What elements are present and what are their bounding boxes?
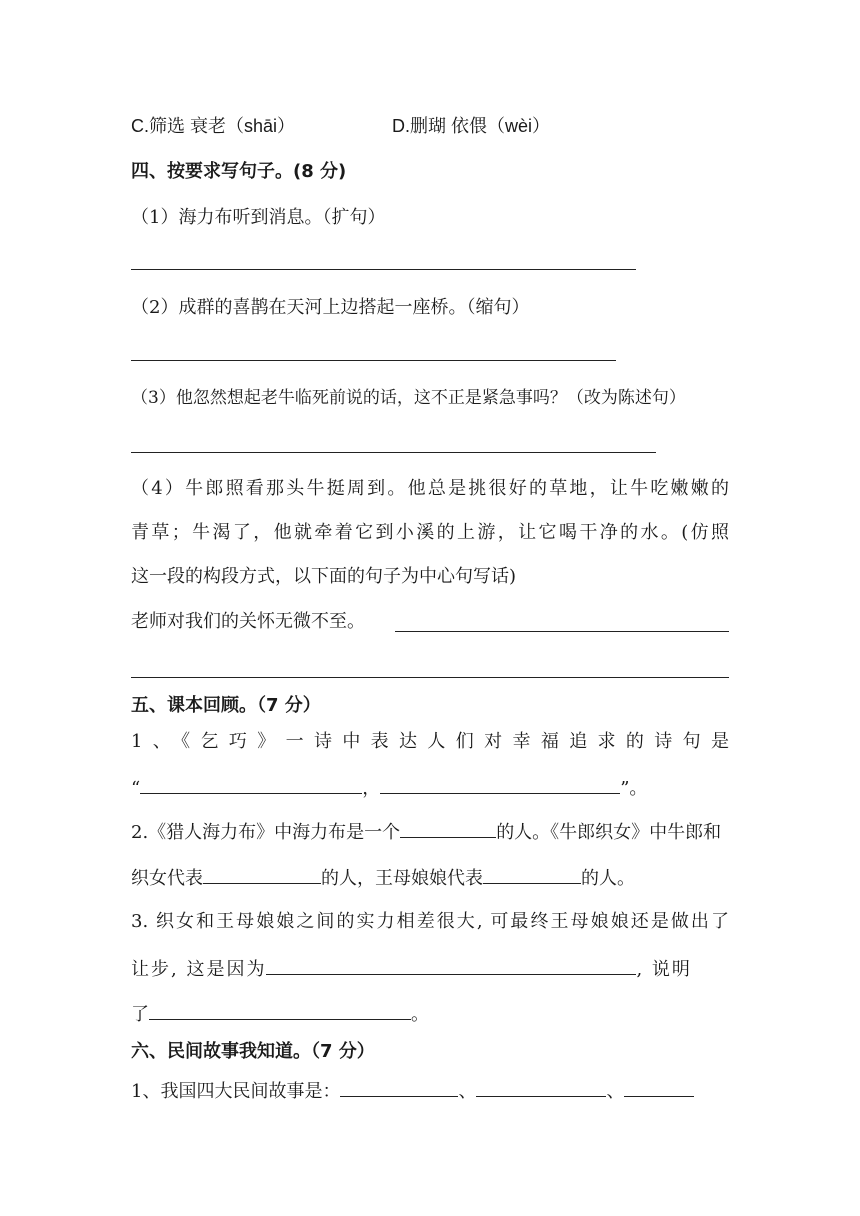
s5-question-3-line-2 [131, 956, 692, 982]
s5-q3-text-c: 了 [131, 1004, 149, 1025]
s6-q1-sep-2: 、 [606, 1081, 625, 1102]
s5-question-2-line-2 [131, 865, 635, 891]
s4-question-4-line-1: （4）牛郎照看那头牛挺周到。他总是挑很好的草地，让牛吃嫩嫩的 [131, 478, 729, 499]
s5-question-3-line-3 [131, 1001, 429, 1027]
s6-q1-blank-3[interactable] [624, 1078, 694, 1097]
option-d: D.删瑚 依偎（wèi） [392, 116, 551, 136]
s4-q1-answer-line[interactable] [131, 269, 636, 270]
s6-q1-blank-2[interactable] [476, 1078, 606, 1097]
option-c: C.筛选 衰老（shāi） [131, 116, 296, 136]
s5-q1-blank-2[interactable] [380, 775, 620, 794]
s5-q3-text-a: 让步, 这是因为 [131, 959, 267, 980]
s4-question-4-prompt: 老师对我们的关怀无微不至。 [131, 611, 365, 632]
s5-q2-text-e: 的人。 [581, 868, 635, 889]
s4-q4-answer-line-2[interactable] [131, 677, 729, 678]
s5-q2-text-a: 2.《猎人海力布》中海力布是一个 [131, 822, 401, 843]
s4-question-2: （2）成群的喜鹊在天河上边搭起一座桥。（缩句） [131, 297, 530, 318]
s4-question-4-line-2: 青草；牛渴了，他就牵着它到小溪的上游，让它喝干净的水。(仿照 [131, 522, 729, 543]
section-5-heading: 五、课本回顾。（7 分） [131, 695, 321, 716]
s5-q2-text-b: 的人。《牛郎织女》中牛郎和 [496, 822, 722, 843]
s4-question-4-line-3: 这一段的构段方式，以下面的句子为中心句写话) [131, 566, 517, 587]
open-quote: “ [131, 778, 141, 799]
s5-q2-text-d: 的人，王母娘娘代表 [321, 868, 483, 889]
s5-q3-blank-1[interactable] [266, 956, 636, 975]
close-quote: ”。 [620, 778, 648, 799]
s5-question-2-line-1 [131, 819, 721, 845]
section-6-heading: 六、民间故事我知道。（7 分） [131, 1041, 375, 1062]
s6-q1-sep-1: 、 [458, 1081, 477, 1102]
s5-q2-text-c: 织女代表 [131, 868, 203, 889]
s6-question-1 [131, 1078, 694, 1104]
s6-q1-text: 1、我国四大民间故事是： [131, 1081, 341, 1102]
s4-q4-answer-line-1[interactable] [395, 631, 729, 632]
s5-q2-blank-2[interactable] [203, 865, 321, 884]
s4-q3-answer-line[interactable] [131, 452, 656, 453]
comma: ， [362, 778, 381, 799]
s5-question-1-blanks [131, 775, 647, 801]
s6-q1-blank-1[interactable] [340, 1078, 458, 1097]
s5-q3-text-b: , 说明 [636, 959, 692, 980]
s4-q2-answer-line[interactable] [131, 360, 616, 361]
s5-q3-blank-2[interactable] [149, 1001, 411, 1020]
section-4-heading: 四、按要求写句子。(8 分) [131, 161, 347, 182]
s4-question-3: （3）他忽然想起老牛临死前说的话，这不正是紧急事吗？（改为陈述句） [131, 388, 686, 408]
s5-question-3-line-1: 3. 织女和王母娘娘之间的实力相差很大, 可最终王母娘娘还是做出了 [131, 911, 729, 932]
s4-question-1: （1）海力布听到消息。（扩句） [131, 207, 386, 228]
s5-q3-text-d: 。 [411, 1004, 429, 1025]
s5-question-1: 1、《乞巧》一诗中表达人们对幸福追求的诗句是 [131, 731, 729, 752]
s5-q1-blank-1[interactable] [140, 775, 362, 794]
s5-q2-blank-1[interactable] [400, 819, 496, 838]
s5-q2-blank-3[interactable] [483, 865, 581, 884]
